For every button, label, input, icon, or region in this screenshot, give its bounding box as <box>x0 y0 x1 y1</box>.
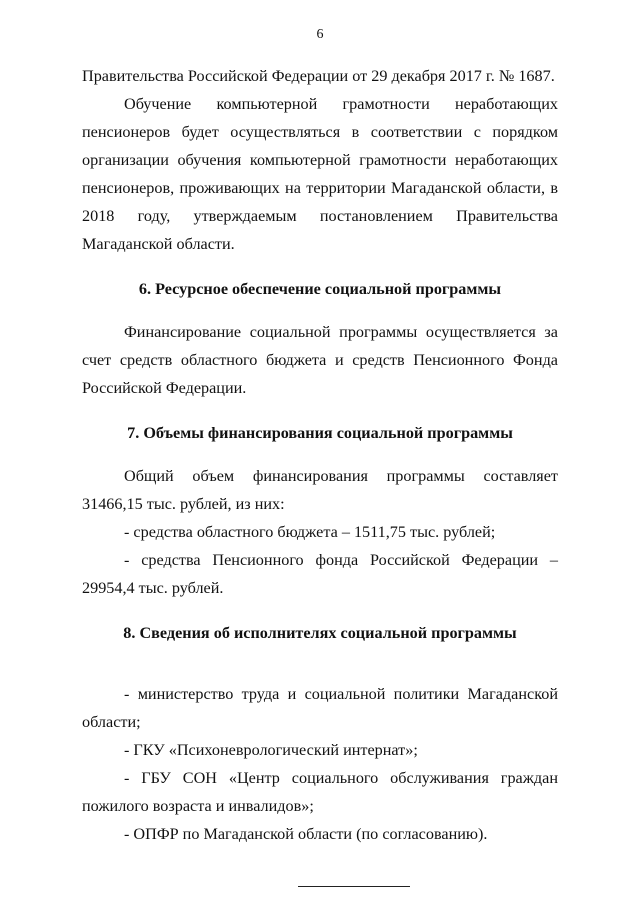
section-6-heading: 6. Ресурсное обеспечение социальной программы <box>138 280 502 298</box>
end-divider <box>298 886 410 887</box>
section-8-heading: 8. Сведения об исполнителях социальной программы <box>123 624 517 642</box>
intro-paragraph-continuation: Правительства Российской Федерации от 29 декабря 2017 г. № 1687. <box>82 67 555 85</box>
section-7-item-pension-fund: - средства Пенсионного фонда Российской Федерации – 29954,4 тыс. рублей. <box>82 551 558 597</box>
section-8-item-ministry: - министерство труда и социальной политики Магаданской области; <box>82 685 558 731</box>
section-7-paragraph: Общий объем финансирования программы составляет 31466,15 тыс. рублей, из них: <box>82 467 558 513</box>
document-body <box>82 62 558 887</box>
section-7-item-regional-budget: - средства областного бюджета – 1511,75 тыс. рублей; <box>124 523 496 541</box>
section-6-paragraph: Финансирование социальной программы осуществляется за счет средств областного бюджета и средств Пенсионного Фонда Российской Федерации. <box>82 323 558 397</box>
section-8-item-gbu-son: - ГБУ СОН «Центр социального обслуживания граждан пожилого возраста и инвалидов»; <box>82 769 558 815</box>
section-7-heading: 7. Объемы финансирования социальной программы <box>127 424 513 442</box>
section-8-item-gku: - ГКУ «Психоневрологический интернат»; <box>124 741 418 759</box>
intro-paragraph-training: Обучение компьютерной грамотности неработающих пенсионеров будет осуществляться в соответствии с порядком организации обучения компьютерной грамотности неработающих пенсионеров, проживающих на территории Магаданской области, в 2018 году, утверждаемым постановлением Правительства Магаданской области. <box>82 95 558 253</box>
section-8-item-opfr: - ОПФР по Магаданской области (по согласованию). <box>124 825 488 843</box>
page-number: 6 <box>316 27 324 42</box>
